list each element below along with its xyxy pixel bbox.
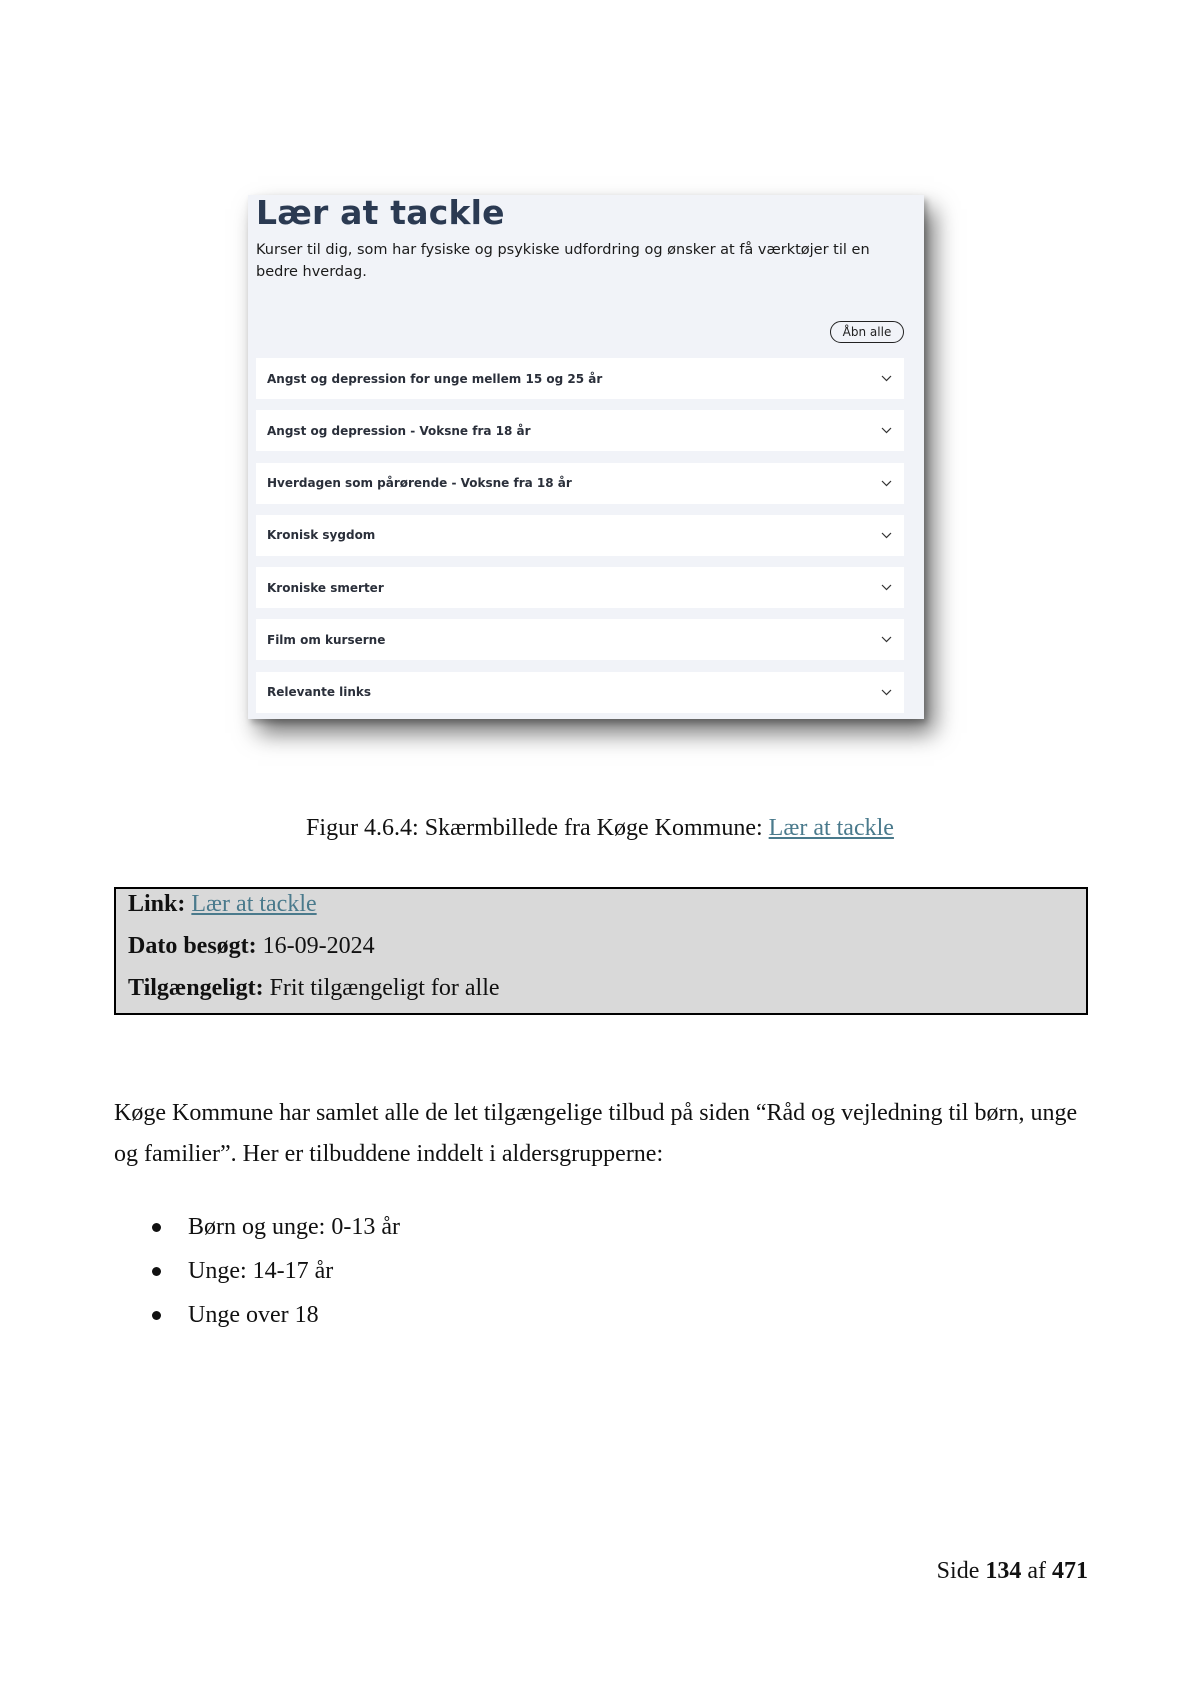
screenshot-intro: Kurser til dig, som har fysiske og psykiske udfordring og ønsker at få værktøjer til en bedre hverdag. (256, 242, 870, 280)
info-date-row (128, 933, 375, 960)
info-link[interactable]: Lær at tackle (191, 891, 317, 917)
chevron-down-icon (881, 687, 892, 698)
bullet-icon (152, 1267, 161, 1276)
accordion-item[interactable] (256, 515, 904, 556)
info-access-row (128, 975, 500, 1002)
bullet-icon (152, 1223, 161, 1232)
chevron-down-icon (881, 634, 892, 645)
website-screenshot (248, 195, 924, 719)
age-group-list (114, 1205, 400, 1337)
list-item (114, 1205, 400, 1249)
open-all-button[interactable]: Åbn alle (830, 321, 904, 343)
accordion-item[interactable] (256, 410, 904, 451)
body-paragraph: Køge Kommune har samlet alle de let tilgængelige tilbud på siden “Råd og vejledning til børn, unge og familier”. Her er tilbuddene inddelt i aldersgrupperne: (114, 1100, 1078, 1167)
accordion-item-label: Angst og depression for unge mellem 15 og 25 år (267, 371, 603, 386)
list-item-text: Børn og unge: 0-13 år (188, 1214, 400, 1240)
caption-link[interactable]: Lær at tackle (768, 815, 894, 841)
page-middle: af (1027, 1558, 1046, 1584)
accordion-item[interactable] (256, 463, 904, 504)
current-page: 134 (985, 1558, 1022, 1584)
accordion-item[interactable] (256, 619, 904, 660)
info-date-value: 16-09-2024 (262, 933, 375, 959)
bullet-icon (152, 1311, 161, 1320)
accordion-item[interactable] (256, 567, 904, 608)
chevron-down-icon (881, 582, 892, 593)
accordion-item-label: Kroniske smerter (267, 580, 384, 595)
info-access-value: Frit tilgængeligt for alle (269, 975, 500, 1001)
page-number (937, 1558, 1088, 1585)
screenshot-title: Lær at tackle (256, 193, 505, 232)
accordion-item-label: Film om kurserne (267, 632, 386, 647)
list-item-text: Unge: 14-17 år (188, 1258, 334, 1284)
chevron-down-icon (881, 478, 892, 489)
page-prefix: Side (936, 1558, 980, 1584)
chevron-down-icon (881, 530, 892, 541)
info-access-label: Tilgængeligt: (128, 975, 264, 1001)
list-item (114, 1293, 400, 1337)
list-item-text: Unge over 18 (188, 1302, 319, 1328)
info-date-label: Dato besøgt: (128, 933, 257, 959)
accordion-item-label: Kronisk sygdom (267, 528, 376, 543)
info-link-label: Link: (128, 891, 186, 917)
accordion-item-label: Angst og depression - Voksne fra 18 år (267, 423, 531, 438)
info-box (114, 887, 1088, 1015)
chevron-down-icon (881, 373, 892, 384)
accordion-list (256, 358, 904, 724)
figure-caption (0, 815, 1200, 842)
chevron-down-icon (881, 425, 892, 436)
caption-text: Figur 4.6.4: Skærmbillede fra Køge Kommune: (306, 815, 769, 841)
list-item (114, 1249, 400, 1293)
accordion-item-label: Relevante links (267, 685, 372, 700)
total-pages: 471 (1052, 1558, 1088, 1584)
accordion-item-label: Hverdagen som pårørende - Voksne fra 18 år (267, 476, 572, 491)
accordion-item[interactable] (256, 672, 904, 713)
info-link-row (128, 891, 317, 918)
accordion-item[interactable] (256, 358, 904, 399)
